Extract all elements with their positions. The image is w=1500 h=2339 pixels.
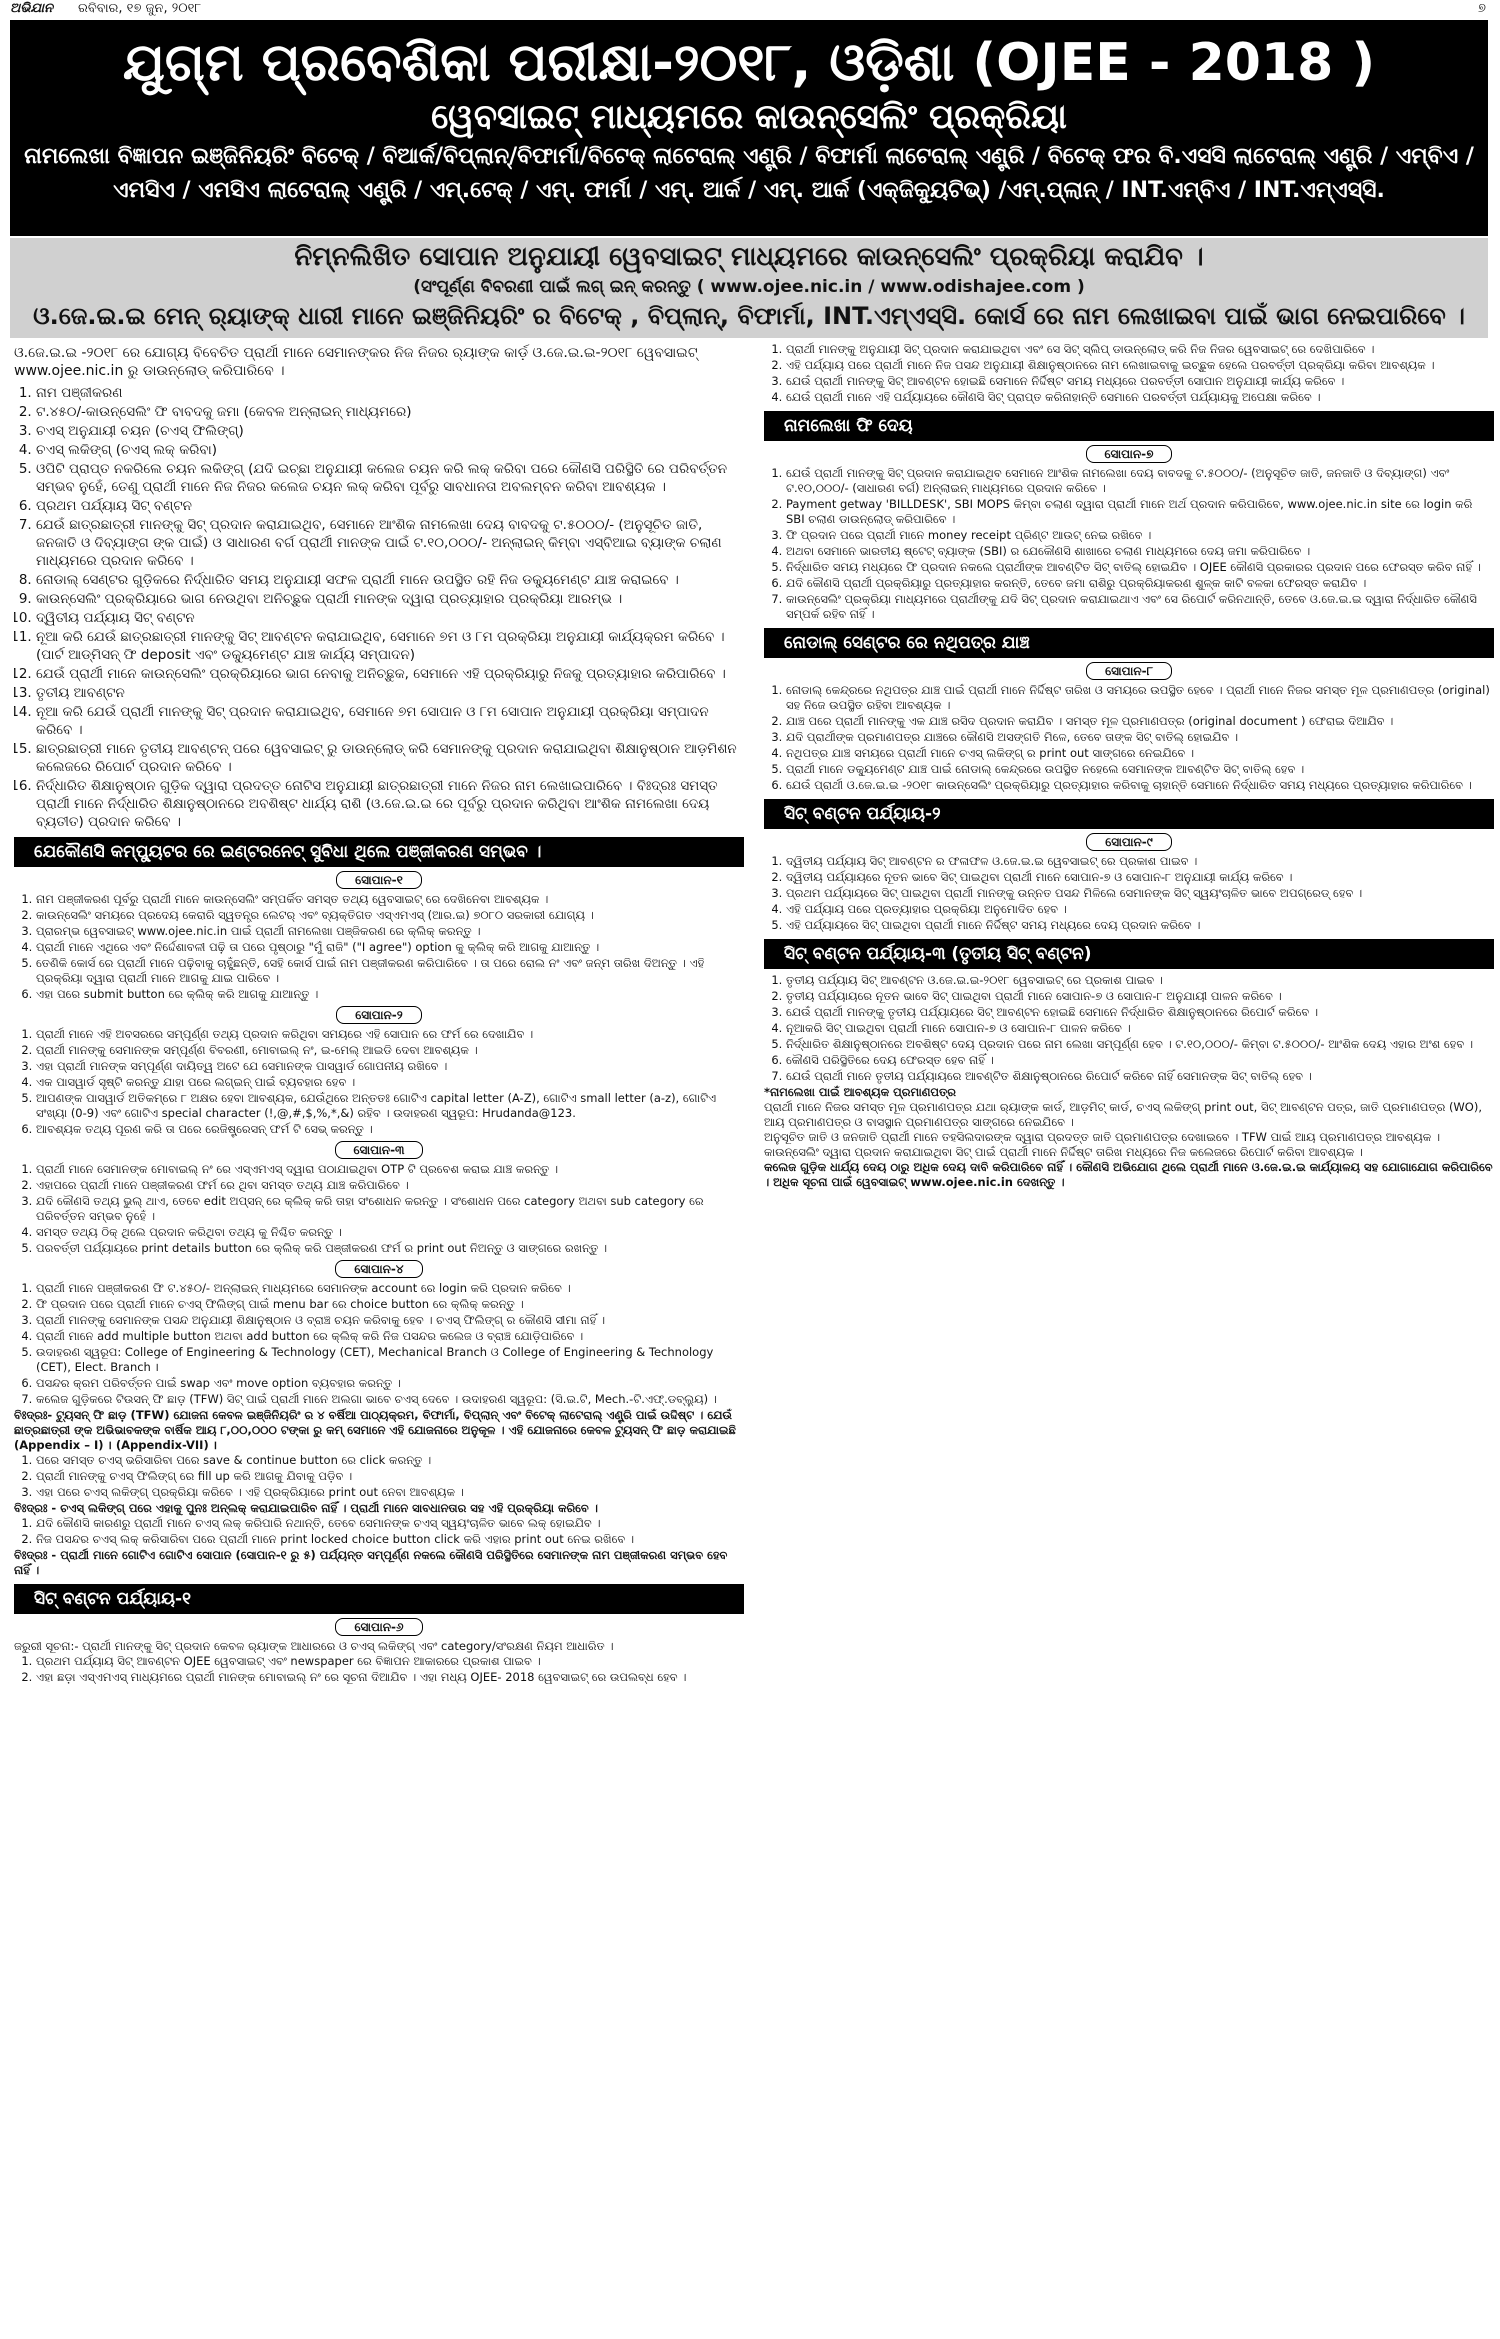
list-item: 6. ଯଦି କୌଣସି ପ୍ରାର୍ଥୀ ପ୍ରକ୍ରିୟାରୁ ପ୍ରତ୍ୟାହାର କରନ୍ତି, ତେବେ ଜମା ରାଶିରୁ ପ୍ରକ୍ରିୟାକରଣ ଶୁଳ୍କ କାଟି ବଳକା ଫେରସ୍ତ କରାଯିବ । (786, 576, 1494, 591)
list-item: 4. ନଥିପତ୍ର ଯାଞ୍ଚ ସମୟରେ ପ୍ରାର୍ଥୀ ମାନେ ଚଏସ୍ ଲକିଙ୍ଗ୍ ର print out ସାଙ୍ଗରେ ନେଇଯିବେ । (786, 746, 1494, 761)
list-item: 3. ଏହା ପରେ ଚଏସ୍ ଲକିଙ୍ଗ୍ ପ୍ରକ୍ରିୟା କରିବେ । ଏହି ପ୍ରକ୍ରିୟାରେ print out ନେବା ଆବଶ୍ୟକ । (36, 1485, 744, 1500)
list-item: 15. ଛାତ୍ରଛାତ୍ରୀ ମାନେ ତୃତୀୟ ଆବଣ୍ଟନ୍ ପରେ ୱେବସାଇଟ୍ ରୁ ଡାଉନ୍‌ଲୋଡ୍ କରି ସେମାନଙ୍କୁ ପ୍ରଦାନ କରାଯାଇଥିବା ଶିକ୍ଷାନୁଷ୍ଠାନ ଆଡ଼ମିଶନ କଲେଜରେ ରିପୋର୍ଟ ପ୍ରଦାନ କରିବେ । (36, 740, 744, 776)
list-item: 3. ଯଦି ପ୍ରାର୍ଥୀଙ୍କ ପ୍ରମାଣପତ୍ର ଯାଞ୍ଚରେ କୌଣସି ଅସଙ୍ଗତି ମିଳେ, ତେବେ ତାଙ୍କ ସିଟ୍ ବାତିଲ୍ ହୋଇଯିବ । (786, 730, 1494, 745)
list-item: 2. ଟ.୪୫୦/-କାଉନ୍‌ସେଲିଂ ଫି ବାବଦକୁ ଜମା (କେବଳ ଅନ୍‌ଲାଇନ୍ ମାଧ୍ୟମରେ) (36, 403, 744, 421)
ad-subtitle: ୱେବସାଇଟ୍ ମାଧ୍ୟମରେ କାଉନ୍‌ସେଲିଂ ପ୍ରକ୍ରିୟା (431, 97, 1067, 137)
step-8-label: ସୋପାନ-୮ (764, 662, 1494, 680)
courses-line-2: ଏମସିଏ / ଏମସିଏ ଲାଟେରାଲ୍ ଏଣ୍ଟ୍ରି / ଏମ୍.ଟେକ୍ / ଏମ୍. ଫାର୍ମା / ଏମ୍. ଆର୍କ / ଏମ୍. ଆର୍କ (ଏକ୍ଜିକ୍ୟୁଟିଭ୍) /ଏମ୍.ପ୍ଲାନ୍ / INT.ଏମ୍‌ବିଏ / INT.ଏମ୍‌ଏସ୍‌ସି. (113, 178, 1385, 203)
list-item: 1. ଦ୍ୱିତୀୟ ପର୍ଯ୍ୟାୟ ସିଟ୍ ଆବଣ୍ଟନ ର ଫଳାଫଳ ଓ.ଜେ.ଇ.ଇ ୱେବସାଇଟ୍ ରେ ପ୍ରକାଶ ପାଇବ । (786, 854, 1494, 869)
list-item: 4. ଚଏସ୍ ଲକିଙ୍ଗ୍ (ଚଏସ୍ ଲକ୍ କରିବା) (36, 441, 744, 459)
section-admission-fee: ନାମଲେଖା ଫି ଦେୟ (764, 411, 1494, 441)
round-3-list (764, 973, 1494, 1084)
step-1-list (14, 892, 744, 1002)
list-item: 6. ଏହା ପରେ submit button ରେ କ୍ଲିକ୍ କରି ଆଗକୁ ଯାଆନ୍ତୁ । (36, 987, 744, 1002)
list-item: 4. ଅଥବା ସେମାନେ ଭାରତୀୟ ଷ୍ଟେଟ୍ ବ୍ୟାଙ୍କ (SBI) ର ଯେକୌଣସି ଶାଖାରେ ଚଲାଣ ମାଧ୍ୟମରେ ଦେୟ ଜମା କରିପାରିବେ । (786, 544, 1494, 559)
list-item: 2. ଏହା ଛଡ଼ା ଏସ୍‌ଏମଏସ୍ ମାଧ୍ୟମରେ ପ୍ରାର୍ଥୀ ମାନଙ୍କ ମୋବାଇଲ୍ ନଂ ରେ ସୂଚନା ଦିଆଯିବ । ଏହା ମଧ୍ୟ OJEE- 2018 ୱେବସାଇଟ୍ ରେ ଉପଲବ୍ଧ ହେବ । (36, 1670, 744, 1685)
list-item: 4. ପ୍ରାର୍ଥୀ ମାନେ ଏଥିରେ ଏବଂ ନିର୍ଦ୍ଦେଶାବଳୀ ପଢ଼ି ତା ପରେ ପୃଷ୍ଠାରୁ "ମୁଁ ରାଜି" ("I agree") option କୁ କ୍ଲିକ୍ କରି ଆଗକୁ ଯାଆନ୍ତୁ । (36, 940, 744, 955)
round-2-list (764, 854, 1494, 933)
step-3-label: ସୋପାନ-୩ (14, 1141, 744, 1159)
newspaper-logo: ଅଭିଯାନ (10, 1, 53, 16)
list-item: 6. ଆବଶ୍ୟକ ତଥ୍ୟ ପୂରଣ କରି ତା ପରେ ରେଜିଷ୍ଟ୍ରେସନ୍ ଫର୍ମ ଟି ସେଭ୍ କରନ୍ତୁ । (36, 1122, 744, 1137)
instruction-heading: ନିମ୍ନଲିଖିତ ସୋପାନ ଅନୁଯାୟୀ ୱେବସାଇଟ୍ ମାଧ୍ୟମରେ କାଉନ୍‌ସେଲିଂ ପ୍ରକ୍ରିୟା କରାଯିବ । (294, 242, 1204, 272)
required-documents-title: *ନାମଲେଖା ପାଇଁ ଆବଶ୍ୟକ ପ୍ରମାଣପତ୍ର (764, 1085, 956, 1099)
issue-date: ରବିବାର, ୧୭ ଜୁନ, ୨୦୧୮ (78, 1, 202, 16)
list-item: 1. ତୃତୀୟ ପର୍ଯ୍ୟାୟ ସିଟ୍ ଆବଣ୍ଟନ ଓ.ଜେ.ଇ.ଇ-୨୦୧୮ ୱେବସାଇଟ୍ ରେ ପ୍ରକାଶ ପାଇବ । (786, 973, 1494, 988)
list-item: 5. ପ୍ରାର୍ଥୀ ମାନେ ଡକ୍ୟୁମେଣ୍ଟ ଯାଞ୍ଚ ପାଇଁ ନୋଡାଲ୍ କେନ୍ଦ୍ରରେ ଉପସ୍ଥିତ ନହେଲେ ସେମାନଙ୍କ ଆବଣ୍ଟିତ ସିଟ୍ ବାତିଲ୍ ହେବ । (786, 762, 1494, 777)
list-item: 6. ଯେଉଁ ପ୍ରାର୍ଥୀ ଓ.ଜେ.ଇ.ଇ -୨୦୧୮ କାଉନ୍‌ସେଲିଂ ପ୍ରକ୍ରିୟାରୁ ପ୍ରତ୍ୟାହାର କରିବାକୁ ଚାହାନ୍ତି ସେମାନେ ନିର୍ଦ୍ଧାରିତ ସମୟ ମଧ୍ୟରେ ପ୍ରତ୍ୟାହାର କରିପାରିବେ । (786, 778, 1494, 793)
section-nodal-verification: ନୋଡାଲ୍ ସେଣ୍ଟର ରେ ନଥିପତ୍ର ଯାଞ୍ଚ (764, 628, 1494, 658)
list-item: 3. ଏହା ପ୍ରାର୍ଥୀ ମାନଙ୍କ ସମ୍ପୂର୍ଣ୍ଣ ଦାୟିତ୍ୱ ଅଟେ ଯେ ସେମାନଙ୍କ ପାସୱାର୍ଡ ଗୋପନୀୟ ରଖିବେ । (36, 1059, 744, 1074)
list-item: 1. ଯଦି କୌଣସି କାରଣରୁ ପ୍ରାର୍ଥୀ ମାନେ ଚଏସ୍ ଲକ୍ କରିପାରି ନଥାନ୍ତି, ତେବେ ସେମାନଙ୍କ ଚଏସ୍ ସ୍ୱୟଂଚାଳିତ ଭାବେ ଲକ୍ ହୋଇଯିବ । (36, 1516, 744, 1531)
list-item: 4. ଏକ ପାସୱାର୍ଡ ସୃଷ୍ଟି କରନ୍ତୁ ଯାହା ପରେ ଲଗ୍‌ଇନ୍ ପାଇଁ ବ୍ୟବହାର ହେବ । (36, 1075, 744, 1090)
list-item: 2. ପ୍ରାର୍ଥୀ ମାନଙ୍କୁ ସେମାନଙ୍କ ସମ୍ପୂର୍ଣ୍ଣ ବିବରଣୀ, ମୋବାଇଲ୍ ନଂ, ଇ-ମେଲ୍ ଆଇଡି ଦେବା ଆବଶ୍ୟକ । (36, 1043, 744, 1058)
step-1-label: ସୋପାନ-୧ (14, 871, 744, 889)
list-item: 2. ତୃତୀୟ ପର୍ଯ୍ୟାୟରେ ନୂତନ ଭାବେ ସିଟ୍ ପାଇଥିବା ପ୍ରାର୍ଥୀ ମାନେ ସୋପାନ-୭ ଓ ସୋପାନ-୮ ଅନୁଯାୟୀ ପାଳନ କରିବେ । (786, 989, 1494, 1004)
list-item: 1. ପ୍ରାର୍ଥୀ ମାନେ ପଞ୍ଜୀକରଣ ଫି ଟ.୪୫୦/- ଅନ୍‌ଲାଇନ୍ ମାଧ୍ୟମରେ ସେମାନଙ୍କ account ରେ login କରି ପ୍ରଦାନ କରିବେ । (36, 1281, 744, 1296)
list-item: 9. କାଉନ୍‌ସେଲିଂ ପ୍ରକ୍ରିୟାରେ ଭାଗ ନେଉଥିବା ଅନିଚ୍ଛୁକ ପ୍ରାର୍ଥୀ ମାନଙ୍କ ଦ୍ୱାରା ପ୍ରତ୍ୟାହାର ପ୍ରକ୍ରିୟା ଆରମ୍ଭ । (36, 590, 744, 608)
list-item: 3. ଫି ପ୍ରଦାନ ପରେ ପ୍ରାର୍ଥୀ ମାନେ money receipt ପ୍ରିଣ୍ଟ ଆଉଟ୍ ନେଇ ରଖିବେ । (786, 528, 1494, 543)
list-item: 11. ନୂଆ କରି ଯେଉଁ ଛାତ୍ରଛାତ୍ରୀ ମାନଙ୍କୁ ସିଟ୍ ଆବଣ୍ଟନ କରାଯାଇଥିବ, ସେମାନେ ୭ମ ଓ ୮ମ ପ୍ରକ୍ରିୟା ଅନୁଯାୟୀ କାର୍ଯ୍ୟକ୍ରମ କରିବେ । (ପାର୍ଟ ଆଡ୍‌ମିସନ୍ ଫି deposit ଏବଂ ଡକ୍ୟୁମେଣ୍ଟ ଯାଞ୍ଚ କାର୍ଯ୍ୟ ସମ୍ପାଦନ) (36, 628, 744, 664)
process-steps-list (14, 384, 744, 831)
list-item: 3. ପ୍ରାର୍ଥୀ ମାନଙ୍କୁ ସେମାନଙ୍କ ପସନ୍ଦ ଅନୁଯାୟୀ ଶିକ୍ଷାନୁଷ୍ଠାନ ଓ ବ୍ରାଞ୍ଚ ଚୟନ କରିବାକୁ ହେବ । ଚଏସ୍ ଫିଲିଙ୍ଗ୍ ର କୌଣସି ସୀମା ନାହିଁ । (36, 1313, 744, 1328)
list-item: 2. ଫି ପ୍ରଦାନ ପରେ ପ୍ରାର୍ଥୀ ମାନେ ଚଏସ୍ ଫିଲିଙ୍ଗ୍ ପାଇଁ menu bar ରେ choice button ରେ କ୍ଲିକ୍ କରନ୍ତୁ । (36, 1297, 744, 1312)
list-item: 2. ଏହାପରେ ପ୍ରାର୍ଥୀ ମାନେ ପଞ୍ଜୀକରଣ ଫର୍ମ ରେ ଥିବା ସମସ୍ତ ତଥ୍ୟ ଯାଞ୍ଚ କରିପାରିବେ । (36, 1178, 744, 1193)
list-item: 8. ନୋଡାଲ୍ ସେଣ୍ଟର ଗୁଡ଼ିକରେ ନିର୍ଦ୍ଧାରିତ ସମୟ ଅନୁଯାୟୀ ସଫଳ ପ୍ରାର୍ଥୀ ମାନେ ଉପସ୍ଥିତ ରହି ନିଜ ଡକ୍ୟୁମେଣ୍ଟ ଯାଞ୍ଚ କରାଇବେ । (36, 571, 744, 589)
list-item: 2. ଦ୍ୱିତୀୟ ପର୍ଯ୍ୟାୟରେ ନୂତନ ଭାବେ ସିଟ୍ ପାଇଥିବା ପ୍ରାର୍ଥୀ ମାନେ ସୋପାନ-୭ ଓ ସୋପାନ-୮ ଅନୁଯାୟୀ କାର୍ଯ୍ୟ କରିବେ । (786, 870, 1494, 885)
list-item: 7. ଯେଉଁ ପ୍ରାର୍ଥୀ ମାନେ ତୃତୀୟ ପର୍ଯ୍ୟାୟରେ ଆବଣ୍ଟିତ ଶିକ୍ଷାନୁଷ୍ଠାନରେ ରିପୋର୍ଟ କରିବେ ନାହିଁ ସେମାନଙ୍କ ସିଟ୍ ବାତିଲ୍ ହେବ । (786, 1069, 1494, 1084)
step-6-label: ସୋପାନ-୬ (14, 1618, 744, 1636)
list-item: 3. ଯେଉଁ ପ୍ରାର୍ଥୀ ମାନଙ୍କୁ ତୃତୀୟ ପର୍ଯ୍ୟାୟରେ ସିଟ୍ ଆବଣ୍ଟନ ହୋଇଛି ସେମାନେ ନିର୍ଦ୍ଧାରିତ ଶିକ୍ଷାନୁଷ୍ଠାନରେ ରିପୋର୍ଟ କରିବେ । (786, 1005, 1494, 1020)
eligibility-note: ଓ.ଜେ.ଇ.ଇ ମେନ୍ ର୍‍ୟାଙ୍କ୍ ଧାରୀ ମାନେ ଇଞ୍ଜିନିୟରିଂ ର ବିଟେକ୍ , ବିପ୍ଲାନ୍, ବିଫାର୍ମା, INT.ଏମ୍‌ଏସ୍‌ସି. କୋର୍ସ ରେ ନାମ ଲେଖାଇବା ପାଇଁ ଭାଗ ନେଇପାରିବେ । (33, 302, 1465, 330)
list-item: 6. ପ୍ରଥମ ପର୍ଯ୍ୟାୟ ସିଟ୍ ବଣ୍ଟନ (36, 497, 744, 515)
round-1-list (14, 1654, 744, 1685)
list-item: 5. ଓପିଟି ପ୍ରାପ୍ତ ନକରିଲେ ଚୟନ ଲକିଙ୍ଗ୍ (ଯଦି ଇଚ୍ଛା ଅନୁଯାୟୀ କଲେଜ ଚୟନ କରି ଲକ୍ କରିବା ପରେ କୌଣସି ପରିସ୍ଥିତି ରେ ପରିବର୍ତ୍ତନ ସମ୍ଭବ ନୁହେଁ, ତେଣୁ ପ୍ରାର୍ଥୀ ମାନେ ନିଜ ନିଜର କଲେଜ ଚୟନ ଲକ୍ କରିବା ପୂର୍ବରୁ ସାବଧାନତା ଅବଲମ୍ବନ କରିବା ଆବଶ୍ୟକ । (36, 460, 744, 496)
lock-note: ବିଃଦ୍ରଃ - ଚଏସ୍ ଲକିଙ୍ଗ୍ ପରେ ଏହାକୁ ପୁନଃ ଅନ୍‌ଲକ୍ କରାଯାଇପାରିବ ନାହିଁ । ପ୍ରାର୍ଥୀ ମାନେ ସାବଧାନତାର ସହ ଏହି ପ୍ରକ୍ରିୟା କରିବେ । (14, 1501, 598, 1515)
section-round-1: ସିଟ୍ ବଣ୍ଟନ ପର୍ଯ୍ୟାୟ-୧ (14, 1584, 744, 1614)
list-item: 3. ଯେଉଁ ପ୍ରାର୍ଥୀ ମାନଙ୍କୁ ସିଟ୍ ଆବଣ୍ଟନ ହୋଇଛି ସେମାନେ ନିର୍ଦ୍ଦିଷ୍ଟ ସମୟ ମଧ୍ୟରେ ପରବର୍ତ୍ତୀ ସୋପାନ ଅନୁଯାୟୀ କାର୍ଯ୍ୟ କରିବେ । (786, 374, 1494, 389)
list-item: 2. ପ୍ରାର୍ଥୀ ମାନଙ୍କୁ ଚଏସ୍ ଫିଲିଙ୍ଗ୍ ରେ fill up କରି ଆଗକୁ ଯିବାକୁ ପଡ଼ିବ । (36, 1469, 744, 1484)
required-documents-text-3: କାଉନ୍‌ସେଲିଂ ଦ୍ୱାରା ପ୍ରଦାନ କରାଯାଇଥିବା ସିଟ୍ ପାଇଁ ପ୍ରାର୍ଥୀ ମାନେ ନିର୍ଦ୍ଦିଷ୍ଟ ତାରିଖ ମଧ୍ୟରେ ନିଜ କଲେଜରେ ରିପୋର୍ଟ କରିବା ଆବଶ୍ୟକ । (764, 1145, 1363, 1159)
list-item: 1. ପରେ ସମସ୍ତ ଚଏସ୍ ଭରିସାରିବା ପରେ save & continue button ରେ click କରନ୍ତୁ । (36, 1453, 744, 1468)
step-9-label: ସୋପାନ-୯ (764, 833, 1494, 851)
list-item: 5. ଉଦାହରଣ ସ୍ୱରୂପ: College of Engineering & Technology (CET), Mechanical Branch ଓ College of Engineering & Technology (CET), Elect. Branch । (36, 1345, 744, 1375)
round-1-note: ଜରୁରୀ ସୂଚନା:- ପ୍ରାର୍ଥୀ ମାନଙ୍କୁ ସିଟ୍ ପ୍ରଦାନ କେବଳ ର୍‍ୟାଙ୍କ ଆଧାରରେ ଓ ଚଏସ୍ ଲକିଙ୍ଗ୍ ଏବଂ category/ସଂରକ୍ଷଣ ନିୟମ ଆଧାରିତ । (14, 1639, 614, 1653)
list-item: 7. କାଉନ୍‌ସେଲିଂ ପ୍ରକ୍ରିୟା ମାଧ୍ୟମରେ ପ୍ରାର୍ଥୀଙ୍କୁ ଯଦି ସିଟ୍ ପ୍ରଦାନ କରାଯାଇଥାଏ ଏବଂ ସେ ରିପୋର୍ଟ କରିନଥାନ୍ତି, ତେବେ ଓ.ଜେ.ଇ.ଇ ଦ୍ୱାରା ନିର୍ଦ୍ଧାରିତ କୌଣସି ସମ୍ପର୍କ ରହିବ ନାହିଁ । (786, 592, 1494, 622)
list-item: 5. ଏହି ପର୍ଯ୍ୟାୟରେ ସିଟ୍ ପାଇଥିବା ପ୍ରାର୍ଥୀ ମାନେ ନିର୍ଦ୍ଦିଷ୍ଟ ସମୟ ମଧ୍ୟରେ ଦେୟ ପ୍ରଦାନ କରିବେ । (786, 918, 1494, 933)
list-item: 1. ନୋଡାଲ୍ କେନ୍ଦ୍ରରେ ନଥିପତ୍ର ଯାଞ୍ଚ ପାଇଁ ପ୍ରାର୍ଥୀ ମାନେ ନିର୍ଦ୍ଦିଷ୍ଟ ତାରିଖ ଓ ସମୟରେ ଉପସ୍ଥିତ ହେବେ । ପ୍ରାର୍ଥୀ ମାନେ ନିଜର ସମସ୍ତ ମୂଳ ପ୍ରମାଣପତ୍ର (original) ସହ ନିଜେ ଉପସ୍ଥିତ ରହିବା ଆବଶ୍ୟକ । (786, 683, 1494, 713)
list-item: 3. ଚଏସ୍ ଅନୁଯାୟୀ ଚୟନ (ଚଏସ୍ ଫିଲିଙ୍ଗ୍) (36, 422, 744, 440)
list-item: 3. ପ୍ରାରମ୍ଭ ୱେବସାଇଟ୍ www.ojee.nic.in ପାଇଁ ପ୍ରାର୍ଥୀ ନାମଲେଖା ପଞ୍ଜିକରଣ ରେ କ୍ଲିକ୍ କରନ୍ତୁ । (36, 924, 744, 939)
newspaper-masthead (0, 0, 1500, 18)
list-item: 6. ପସନ୍ଦର କ୍ରମ ପରିବର୍ତ୍ତନ ପାଇଁ swap ଏବଂ move option ବ୍ୟବହାର କରନ୍ତୁ । (36, 1376, 744, 1391)
courses-line-1: ନାମଲେଖା ବିଜ୍ଞାପନ ଇଞ୍ଜିନିୟରିଂ ବିଟେକ୍ / ବିଆର୍କ/ବିପ୍ଲାନ୍/ବିଫାର୍ମା/ବିଟେକ୍ ଲାଟେରାଲ୍ ଏଣ୍ଟ୍ରି / ବିଫାର୍ମା ଲାଟେରାଲ୍ ଏଣ୍ଟ୍ରି / ବିଟେକ୍ ଫର ବି.ଏସସି ଲାଟେରାଲ୍ ଏଣ୍ଟ୍ରି / ଏମ୍‌ବିଏ / (24, 144, 1474, 169)
advertisement-banner (10, 20, 1488, 236)
right-column (764, 342, 1494, 2332)
list-item: 4. ନୂଆକରି ସିଟ୍ ପାଇଥିବା ପ୍ରାର୍ଥୀ ମାନେ ସୋପାନ-୭ ଓ ସୋପାନ-୮ ପାଳନ କରିବେ । (786, 1021, 1494, 1036)
list-item: 2. କାଉନ୍‌ସେଲିଂ ସମୟରେ ପ୍ରଦେୟ କେରାରି ସ୍ୱତନ୍ତ୍ର ଲେଟର୍ ଏବଂ ବ୍ୟକ୍ତିଗତ ଏସ୍‌ଏମଏସ୍ (ଆର.ଇ) ୭୦୮୦ ସରକାରୀ ଯୋଗ୍ୟ । (36, 908, 744, 923)
required-documents-text-2: ଅନୁସୂଚିତ ଜାତି ଓ ଜନଜାତି ପ୍ରାର୍ଥୀ ମାନେ ତହସିଲଦାରଙ୍କ ଦ୍ୱାରା ପ୍ରଦତ୍ତ ଜାତି ପ୍ରମାଣପତ୍ର ଦେଖାଇବେ । TFW ପାଇଁ ଆୟ ପ୍ରମାଣପତ୍ର ଆବଶ୍ୟକ । (764, 1130, 1441, 1144)
step-3-list (14, 1162, 744, 1256)
list-item: 5. ନିର୍ଦ୍ଧାରିତ ଶିକ୍ଷାନୁଷ୍ଠାନରେ ଅବଶିଷ୍ଟ ଦେୟ ପ୍ରଦାନ ପରେ ନାମ ଲେଖା ସମ୍ପୂର୍ଣ୍ଣ ହେବ । ଟ.୧୦,୦୦୦/- କିମ୍ବା ଟ.୫୦୦୦/- ଆଂଶିକ ଦେୟ ଏହାର ଅଂଶ ହେବ । (786, 1037, 1494, 1052)
list-item: 2. ନିଜ ପସନ୍ଦର ଚଏସ୍ ଲକ୍ କରିସାରିବା ପରେ ପ୍ରାର୍ଥୀ ମାନେ print locked choice button click କରି ଏହାର print out ନେଇ ରଖିବେ । (36, 1532, 744, 1547)
list-item: 12. ଯେଉଁ ପ୍ରାର୍ଥୀ ମାନେ କାଉନ୍‌ସେଲିଂ ପ୍ରକ୍ରିୟାରେ ଭାଗ ନେବାକୁ ଅନିଚ୍ଛୁକ, ସେମାନେ ଏହି ପ୍ରକ୍ରିୟାରୁ ନିଜକୁ ପ୍ରତ୍ୟାହାର କରିପାରିବେ । (36, 665, 744, 683)
list-item: 1. ଯେଉଁ ପ୍ରାର୍ଥୀ ମାନଙ୍କୁ ସିଟ୍ ପ୍ରଦାନ କରାଯାଇଥିବ ସେମାନେ ଆଂଶିକ ନାମଲେଖା ଦେୟ ବାବଦକୁ ଟ.୫୦୦୦/- (ଅନୁସୂଚିତ ଜାତି, ଜନଜାତି ଓ ଦିବ୍ୟାଙ୍ଗ) ଏବଂ ଟ.୧୦,୦୦୦/- (ସାଧାରଣ ବର୍ଗ) ଅନ୍‌ଲାଇନ୍ ମାଧ୍ୟମରେ ପ୍ରଦାନ କରିବେ । (786, 466, 1494, 496)
list-item: 10. ଦ୍ୱିତୀୟ ପର୍ଯ୍ୟାୟ ସିଟ୍ ବଣ୍ଟନ (36, 609, 744, 627)
list-item: 5. ଆପଣଙ୍କ ପାସୱାର୍ଡ ଅତିକମ୍‌ରେ ୮ ଅକ୍ଷର ହେବା ଆବଶ୍ୟକ, ଯେଉଁଥିରେ ଅନ୍ତତଃ ଗୋଟିଏ capital letter (A-Z), ଗୋଟିଏ small letter (a-z), ଗୋଟିଏ ସଂଖ୍ୟା (0-9) ଏବଂ ଗୋଟିଏ special character (!,@,#,$,%,*,&) ରହିବ । ଉଦାହରଣ ସ୍ୱରୂପ: Hrudanda@123. (36, 1091, 744, 1121)
section-round-2: ସିଟ୍ ବଣ୍ଟନ ପର୍ଯ୍ୟାୟ-୨ (764, 799, 1494, 829)
list-item: 5. ପରବର୍ତ୍ତୀ ପର୍ଯ୍ୟାୟରେ print details button ରେ କ୍ଲିକ୍ କରି ପଞ୍ଜୀକରଣ ଫର୍ମ ର print out ନିଅନ୍ତୁ ଓ ସାଙ୍ଗରେ ରଖନ୍ତୁ । (36, 1241, 744, 1256)
page-number: ୭ (1478, 1, 1486, 16)
instruction-box (10, 238, 1488, 338)
intro-text: ଓ.ଜେ.ଇ.ଇ -୨୦୧୮ ରେ ଯୋଗ୍ୟ ବିବେଚିତ ପ୍ରାର୍ଥୀ ମାନେ ସେମାନଙ୍କର ନିଜ ନିଜର ର୍‍ୟାଙ୍କ କାର୍ଡ଼ ଓ.ଜେ.ଇ.ଇ-୨୦୧୮ ୱେବସାଇଟ୍ www.ojee.nic.in ରୁ ଡାଉନ୍‌ଲୋଡ୍ କରିପାରିବେ । (14, 345, 698, 379)
tfw-note: ବିଃଦ୍ରଃ- ଟ୍ୟୁସନ୍ ଫି ଛାଡ଼ (TFW) ଯୋଜନା କେବଳ ଇଞ୍ଜିନିୟରିଂ ର ୪ ବର୍ଷିଆ ପାଠ୍ୟକ୍ରମ, ବିଫାର୍ମା, ବିପ୍ଲାନ୍ ଏବଂ ବିଟେକ୍ ଲାଟେରାଲ୍ ଏଣ୍ଟ୍ରି ପାଇଁ ଉଦ୍ଦିଷ୍ଟ । ଯେଉଁ ଛାତ୍ରଛାତ୍ରୀ ଙ୍କ ଅଭିଭାବକଙ୍କ ବାର୍ଷିକ ଆୟ ୮,୦୦,୦୦୦ ଟଙ୍କା ରୁ କମ୍ ସେମାନେ ଏହି ଯୋଜନାରେ ଅନୁକୂଳ । ଏହି ଯୋଜନାରେ କେବଳ ଟ୍ୟୁସନ୍ ଫି ଛାଡ଼ କରାଯାଇଛି (Appendix – I) । (Appendix-VII) । (14, 1408, 736, 1452)
section-internet-registration: ଯେକୌଣସି କମ୍ପ୍ୟୁଟର ରେ ଇଣ୍ଟରନେଟ୍ ସୁବିଧା ଥିଲେ ପଞ୍ଜୀକରଣ ସମ୍ଭବ । (14, 837, 744, 867)
step-4-label: ସୋପାନ-୪ (14, 1260, 744, 1278)
list-item: 4. ଯେଉଁ ପ୍ରାର୍ଥୀ ମାନେ ଏହି ପର୍ଯ୍ୟାୟରେ କୌଣସି ସିଟ୍ ପ୍ରାପ୍ତ କରିନାହାନ୍ତି ସେମାନେ ପରବର୍ତ୍ତୀ ପର୍ଯ୍ୟାୟକୁ ଅପେକ୍ଷା କରିବେ । (786, 390, 1494, 405)
final-note: ବିଃଦ୍ରଃ - ପ୍ରାର୍ଥୀ ମାନେ ଗୋଟିଏ ଗୋଟିଏ ସୋପାନ (ସୋପାନ-୧ ରୁ ୫) ପର୍ଯ୍ୟନ୍ତ ସମ୍ପୂର୍ଣ୍ଣ ନକଲେ କୌଣସି ପରିସ୍ଥିତିରେ ସେମାନଙ୍କ ନାମ ପଞ୍ଜୀକରଣ ସମ୍ଭବ ହେବ ନାହିଁ । (14, 1548, 728, 1577)
list-item: 1. ପ୍ରାର୍ଥୀ ମାନେ ଏହି ଅବସରରେ ସମ୍ପୂର୍ଣ୍ଣ ତଥ୍ୟ ପ୍ରଦାନ କରିଥିବା ସମୟରେ ଏହି ସୋପାନ ରେ ଫର୍ମ ରେ ଦେଖାଯିବ । (36, 1027, 744, 1042)
allotment-info-list (764, 342, 1494, 405)
step-4-list (14, 1281, 744, 1407)
list-item: 2. ଯାଞ୍ଚ ପରେ ପ୍ରାର୍ଥୀ ମାନଙ୍କୁ ଏକ ଯାଞ୍ଚ ରସିଦ ପ୍ରଦାନ କରାଯିବ । ସମସ୍ତ ମୂଳ ପ୍ରମାଣପତ୍ର (original document ) ଫେରାଇ ଦିଆଯିବ । (786, 714, 1494, 729)
step-7-label: ସୋପାନ-୭ (764, 445, 1494, 463)
list-item: 2. ଏହି ପର୍ଯ୍ୟାୟ ପରେ ପ୍ରାର୍ଥୀ ମାନେ ନିଜ ପସନ୍ଦ ଅନୁଯାୟୀ ଶିକ୍ଷାନୁଷ୍ଠାନରେ ନାମ ଲେଖାଇବାକୁ ଇଚ୍ଛୁକ ହେଲେ ପରବର୍ତ୍ତୀ ପ୍ରକ୍ରିୟା କରିବା ଆବଶ୍ୟକ । (786, 358, 1494, 373)
list-item: 1. ପ୍ରାର୍ଥୀ ମାନଙ୍କୁ ଅନୁଯାୟୀ ସିଟ୍ ପ୍ରଦାନ କରାଯାଇଥିବା ଏବଂ ସେ ସିଟ୍ ସ୍ଲିପ୍ ଡାଉନ୍‌ଲୋଡ୍ କରି ନିଜ ନିଜର ୱେବସାଇଟ୍ ରେ ଦେଖିପାରିବେ । (786, 342, 1494, 357)
step-4-more-list (14, 1453, 744, 1500)
list-item: 5. ନିର୍ଦ୍ଧାରିତ ସମୟ ମଧ୍ୟରେ ଫି ପ୍ରଦାନ ନକଲେ ପ୍ରାର୍ଥୀଙ୍କ ଆବଣ୍ଟିତ ସିଟ୍ ବାତିଲ୍ ହୋଇଯିବ । OJEE କୌଣସି ପ୍ରକାରର ପ୍ରଦାନ ପରେ ଫେରସ୍ତ କରିବ ନାହିଁ । (786, 560, 1494, 575)
list-item: 6. କୌଣସି ପରିସ୍ଥିତିରେ ଦେୟ ଫେରସ୍ତ ହେବ ନାହିଁ । (786, 1053, 1494, 1068)
list-item: 1. ପ୍ରାର୍ଥୀ ମାନେ ସେମାନଙ୍କ ମୋବାଇଲ୍ ନଂ ରେ ଏସ୍‌ଏମଏସ୍ ଦ୍ୱାରା ପଠାଯାଇଥିବା OTP ଟି ପ୍ରବେଶ କରାଇ ଯାଞ୍ଚ କରନ୍ତୁ । (36, 1162, 744, 1177)
list-item: 4. ପ୍ରାର୍ଥୀ ମାନେ add multiple button ଅଥବା add button ରେ କ୍ଲିକ୍ କରି ନିଜ ପସନ୍ଦର କଲେଜ ଓ ବ୍ରାଞ୍ଚ ଯୋଡ଼ିପାରିବେ । (36, 1329, 744, 1344)
closing-note: କଲେଜ ଗୁଡ଼ିକ ଧାର୍ଯ୍ୟ ଦେୟ ଠାରୁ ଅଧିକ ଦେୟ ଦାବି କରିପାରିବେ ନାହିଁ । କୌଣସି ଅଭିଯୋଗ ଥିଲେ ପ୍ରାର୍ଥୀ ମାନେ ଓ.ଜେ.ଇ.ଇ କାର୍ଯ୍ୟାଳୟ ସହ ଯୋଗାଯୋଗ କରିପାରିବେ । ଅଧିକ ସୂଚନା ପାଇଁ ୱେବସାଇଟ୍ www.ojee.nic.in ଦେଖନ୍ତୁ । (764, 1160, 1493, 1189)
list-item: 7. ଯେଉଁ ଛାତ୍ରଛାତ୍ରୀ ମାନଙ୍କୁ ସିଟ୍ ପ୍ରଦାନ କରାଯାଇଥିବ, ସେମାନେ ଆଂଶିକ ନାମଲେଖା ଦେୟ ବାବଦକୁ ଟ.୫୦୦୦/- (ଅନୁସୂଚିତ ଜାତି, ଜନଜାତି ଓ ଦିବ୍ୟାଙ୍ଗ ଙ୍କ ପାଇଁ) ଓ ସାଧାରଣ ବର୍ଗ ପ୍ରାର୍ଥୀ ମାନଙ୍କ ପାଇଁ ଟ.୧୦,୦୦୦/- ଅନ୍‌ଲାଇନ୍ କିମ୍ବା ଏସ୍‌ବିଆଇ ବ୍ୟାଙ୍କ ଚଲାଣ ମାଧ୍ୟମରେ ପ୍ରଦାନ କରିବେ । (36, 516, 744, 570)
list-item: 4. ସମସ୍ତ ତଥ୍ୟ ଠିକ୍ ଥିଲେ ପ୍ରଦାନ କରିଥିବା ତଥ୍ୟ କୁ ନିଶ୍ଚିତ କରନ୍ତୁ । (36, 1225, 744, 1240)
list-item: 1. ପ୍ରଥମ ପର୍ଯ୍ୟାୟ ସିଟ୍ ଆବଣ୍ଟନ OJEE ୱେବସାଇଟ୍ ଏବଂ newspaper ରେ ବିଜ୍ଞାପନ ଆକାରରେ ପ୍ରକାଶ ପାଇବ । (36, 1654, 744, 1669)
required-documents-text: ପ୍ରାର୍ଥୀ ମାନେ ନିଜର ସମସ୍ତ ମୂଳ ପ୍ରମାଣପତ୍ର ଯଥା ର୍‍ୟାଙ୍କ କାର୍ଡ, ଆଡ଼ମିଟ୍ କାର୍ଡ, ଚଏସ୍ ଲକିଙ୍ଗ୍ print out, ସିଟ୍ ଆବଣ୍ଟନ ପତ୍ର, ଜାତି ପ୍ରମାଣପତ୍ର (WO), ଆୟ ପ୍ରମାଣପତ୍ର ଓ ବାସସ୍ଥାନ ପ୍ରମାଣପତ୍ର ସାଙ୍ଗରେ ନେଇଯିବେ । (764, 1100, 1482, 1129)
list-item: 4. ଏହି ପର୍ଯ୍ୟାୟ ପରେ ପ୍ରତ୍ୟାହାର ପ୍ରକ୍ରିୟା ଅନୁମୋଦିତ ହେବ । (786, 902, 1494, 917)
list-item: 2. Payment getway 'BILLDESK', SBI MOPS କିମ୍ବା ଚଲାଣ ଦ୍ୱାରା ପ୍ରାର୍ଥୀ ମାନେ ଅର୍ଥ ପ୍ରଦାନ କରିପାରିବେ, www.ojee.nic.in site ରେ login କରି SBI ଚଲାଣ ଡାଉନ୍‌ଲୋଡ୍ କରିପାରିବେ । (786, 497, 1494, 527)
section-round-3: ସିଟ୍ ବଣ୍ଟନ ପର୍ଯ୍ୟାୟ-୩ (ତୃତୀୟ ସିଟ୍ ବଣ୍ଟନ) (764, 939, 1494, 969)
list-item: 3. ପ୍ରଥମ ପର୍ଯ୍ୟାୟରେ ସିଟ୍ ପାଇଥିବା ପ୍ରାର୍ଥୀ ମାନଙ୍କୁ ଉନ୍ନତ ପସନ୍ଦ ମିଳିଲେ ସେମାନଙ୍କ ସିଟ୍ ସ୍ୱୟଂଚାଳିତ ଭାବେ ଅପଗ୍ରେଡ୍ ହେବ । (786, 886, 1494, 901)
list-item: 14. ନୂଆ କରି ଯେଉଁ ପ୍ରାର୍ଥୀ ମାନଙ୍କୁ ସିଟ୍ ପ୍ରଦାନ କରାଯାଇଥିବ, ସେମାନେ ୭ମ ସୋପାନ ଓ ୮ମ ସୋପାନ ଅନୁଯାୟୀ ପ୍ରକ୍ରିୟା ସମ୍ପାଦନ କରିବେ । (36, 703, 744, 739)
list-item: 3. ଯଦି କୌଣସି ତଥ୍ୟ ଭୁଲ୍ ଥାଏ, ତେବେ edit ଅପ୍ସନ୍ ରେ କ୍ଲିକ୍ କରି ତାହା ସଂଶୋଧନ କରନ୍ତୁ । ସଂଶୋଧନ ପରେ category ଅଥବା sub category ରେ ପରିବର୍ତ୍ତନ ସମ୍ଭବ ନୁହେଁ । (36, 1194, 744, 1224)
list-item: 1. ନାମ ପଞ୍ଜୀକରଣ ପୂର୍ବରୁ ପ୍ରାର୍ଥୀ ମାନେ କାଉନ୍‌ସେଲିଂ ସମ୍ପର୍କିତ ସମସ୍ତ ତଥ୍ୟ ୱେବସାଇଟ୍ ରେ ଦେଖିନେବା ଆବଶ୍ୟକ । (36, 892, 744, 907)
step-2-list (14, 1027, 744, 1137)
nodal-list (764, 683, 1494, 793)
list-item: 1. ନାମ ପଞ୍ଜୀକରଣ (36, 384, 744, 402)
ad-title: ଯୁଗ୍ମ ପ୍ରବେଶିକା ପରୀକ୍ଷା-୨୦୧୮, ଓଡ଼ିଶା (OJEE - 2018 ) (122, 33, 1376, 93)
website-reference: (ସଂପୂର୍ଣ୍ଣ ବିବରଣୀ ପାଇଁ ଲଗ୍ ଇନ୍ କରନ୍ତୁ ( www.ojee.nic.in / www.odishajee.com ) (413, 277, 1085, 297)
list-item: 13. ତୃତୀୟ ଆବଣ୍ଟନ (36, 684, 744, 702)
fee-list (764, 466, 1494, 622)
list-item: 5. ତେଣିକି କୋର୍ସ ରେ ପ୍ରାର୍ଥୀ ମାନେ ପଢ଼ିବାକୁ ଚାହୁଁଛନ୍ତି, ସେହି କୋର୍ସ ପାଇଁ ନାମ ପଞ୍ଜୀକରଣ କରିପାରିବେ । ତା ପରେ ରୋଲ ନଂ ଏବଂ ଜନ୍ମ ତାରିଖ ଦିଅନ୍ତୁ । ଏହି ପ୍ରକ୍ରିୟା ଦ୍ୱାରା ପ୍ରାର୍ଥୀ ମାନେ ଆଗକୁ ଯାଇ ପାରିବେ । (36, 956, 744, 986)
left-column (14, 342, 744, 2332)
list-item: 7. କଲେଜ ଗୁଡ଼ିକରେ ଟିଉସନ୍ ଫି ଛାଡ଼ (TFW) ସିଟ୍ ପାଇଁ ପ୍ରାର୍ଥୀ ମାନେ ଅଲଗା ଭାବେ ଚଏସ୍ ଦେବେ । ଉଦାହରଣ ସ୍ୱରୂପ: (ସି.ଇ.ଟି, Mech.-ଟି.ଏଫ୍.ଡବ୍ଲ୍ୟୁ) । (36, 1392, 744, 1407)
step-2-label: ସୋପାନ-୨ (14, 1006, 744, 1024)
step-4-tail-list (14, 1516, 744, 1547)
list-item: 16. ନିର୍ଦ୍ଧାରିତ ଶିକ୍ଷାନୁଷ୍ଠାନ ଗୁଡ଼ିକ ଦ୍ୱାରା ପ୍ରଦତ୍ତ ନୋଟିସ ଅନୁଯାୟୀ ଛାତ୍ରଛାତ୍ରୀ ମାନେ ନିଜର ନାମ ଲେଖାଇପାରିବେ । ବିଃଦ୍ରଃ ସମସ୍ତ ପ୍ରାର୍ଥୀ ମାନେ ନିର୍ଦ୍ଧାରିତ ଶିକ୍ଷାନୁଷ୍ଠାନରେ ଅବଶିଷ୍ଟ ଧାର୍ଯ୍ୟ ରାଶି (ଓ.ଜେ.ଇ.ଇ ରେ ପୂର୍ବରୁ ପ୍ରଦାନ କରିଥିବା ଆଂଶିକ ନାମଲେଖା ଦେୟ ବ୍ୟତୀତ) ପ୍ରଦାନ କରିବେ । (36, 777, 744, 831)
